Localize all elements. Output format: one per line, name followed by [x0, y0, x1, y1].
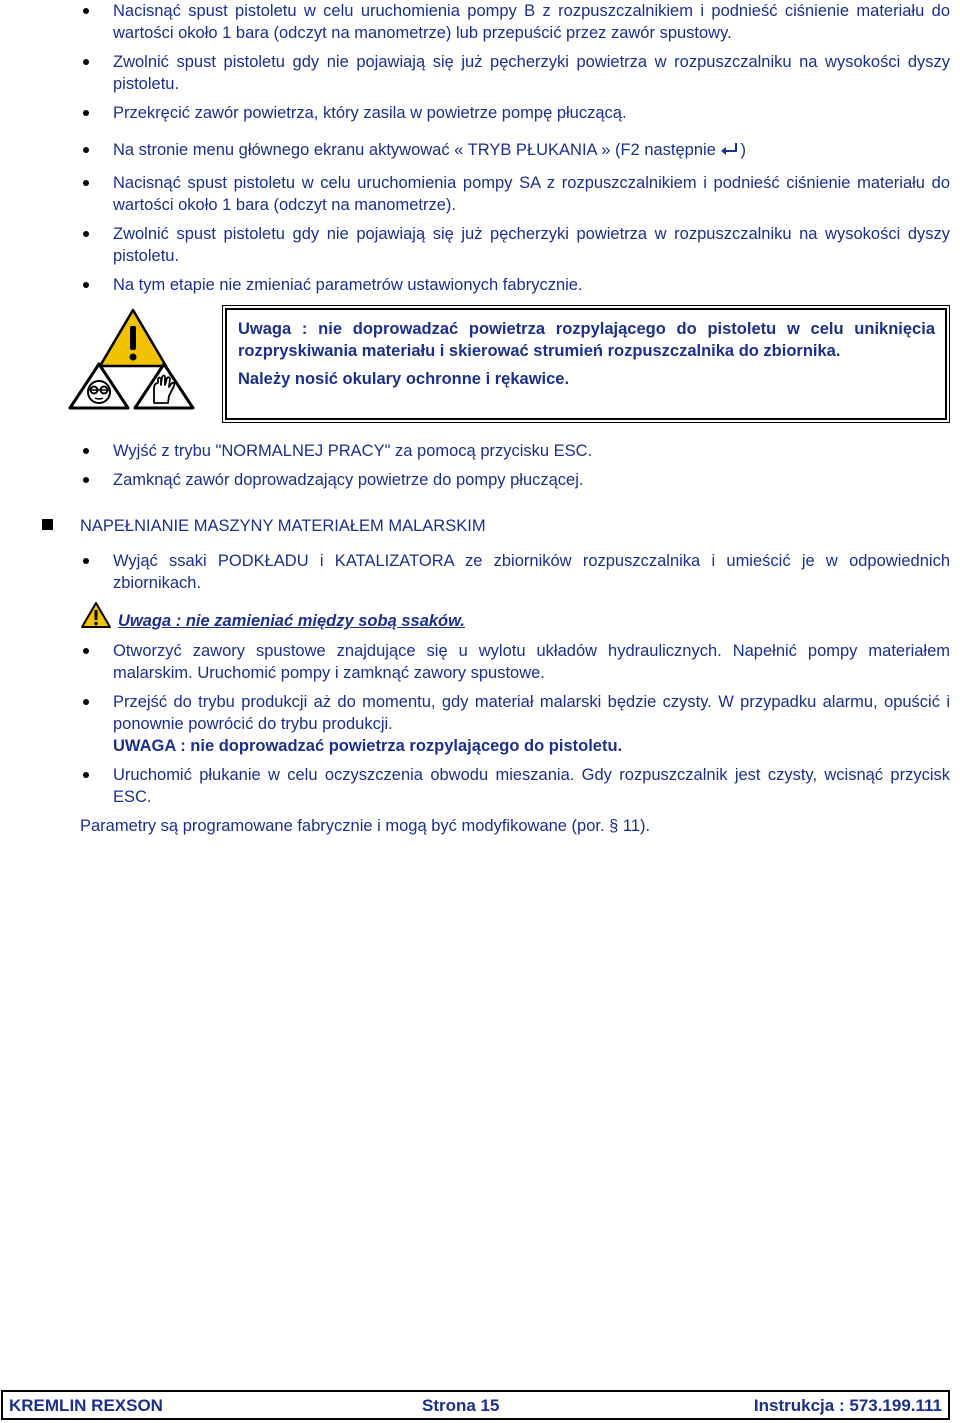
warning-box [225, 308, 947, 420]
list-item: Nacisnąć spust pistoletu w celu uruchomienia pompy SA z rozpuszczalnikiem i podnieść ciśnienie materiału do wartości około 1 bara (odczyt na manometrze). [80, 172, 950, 216]
list-item: Uruchomić płukanie w celu oczyszczenia obwodu mieszania. Gdy rozpuszczalnik jest czysty, wcisnąć przycisk ESC. [80, 764, 950, 808]
list-item: Wyjąć ssaki PODKŁADU i KATALIZATORA ze zbiorników rozpuszczalnika i umieścić je w odpowiednich zbiornikach. [80, 550, 950, 594]
instruction-list-4 [80, 550, 950, 594]
enter-key-icon [720, 140, 740, 154]
warning-text: Uwaga : nie doprowadzać powietrza rozpylającego do pistoletu w celu uniknięcia rozpryskiwania materiału i skierować strumień rozpuszczalnika do zbiornika. [238, 320, 935, 360]
instruction-list-2 [80, 139, 950, 296]
warning-triangle-icon [80, 601, 112, 629]
list-item: Zwolnić spust pistoletu gdy nie pojawiają się już pęcherzyki powietrza w rozpuszczalniku na wysokości dyszy pistoletu. [80, 223, 950, 267]
list-item [80, 691, 950, 757]
footer-company: KREMLIN REXSON [9, 1396, 163, 1415]
footer-page-number: Strona 15 [422, 1396, 500, 1415]
air-warning-text: UWAGA : nie doprowadzać powietrza rozpylającego do pistoletu. [113, 737, 623, 755]
list-item-menu: Na stronie menu głównego ekranu aktywować « TRYB PŁUKANIA » (F2 następnie ) [80, 139, 950, 161]
protective-gloves-icon [132, 361, 196, 411]
section-square-bullet-icon [42, 519, 53, 530]
list-item: Zwolnić spust pistoletu gdy nie pojawiają się już pęcherzyki powietrza w rozpuszczalniku na wysokości dyszy pistoletu. [80, 51, 950, 95]
instruction-list-1 [80, 0, 950, 124]
parameters-note: Parametry są programowane fabrycznie i mogą być modyfikowane (por. § 11). [80, 817, 651, 835]
instruction-list-3 [80, 440, 950, 491]
menu-instruction-text: Na stronie menu głównego ekranu aktywować « TRYB PŁUKANIA » (F2 następnie [113, 141, 721, 159]
list-item: Otworzyć zawory spustowe znajdujące się u wylotu układów hydraulicznych. Napełnić pompy materiałem malarskim. Uruchomić pompy i zamknąć zawory spustowe. [80, 640, 950, 684]
list-item: Przekręcić zawór powietrza, który zasila w powietrze pompę płuczącą. [80, 102, 950, 124]
production-mode-text: Przejść do trybu produkcji aż do momentu, gdy materiał malarski będzie czysty. W przypadku alarmu, opuścić i ponownie powrócić do trybu produkcji. [113, 693, 950, 733]
caution-text: Uwaga : nie zamieniać między sobą ssaków. [118, 612, 465, 630]
safety-goggles-icon [67, 361, 131, 411]
footer-manual-number: Instrukcja : 573.199.111 [753, 1396, 942, 1415]
warning-icons [66, 306, 200, 414]
list-item: Na tym etapie nie zmieniać parametrów ustawionych fabrycznie. [80, 274, 950, 296]
instruction-list-5 [80, 640, 950, 808]
warning-ppe-text: Należy nosić okulary ochronne i rękawice. [238, 370, 570, 388]
page-footer [1, 1390, 950, 1420]
section-heading: NAPEŁNIANIE MASZYNY MATERIAŁEM MALARSKIM [80, 517, 486, 535]
list-item: Zamknąć zawór doprowadzający powietrze do pompy płuczącej. [80, 469, 950, 491]
list-item: Nacisnąć spust pistoletu w celu uruchomienia pompy B z rozpuszczalnikiem i podnieść ciśnienie materiału do wartości około 1 bara (odczyt na manometrze) lub przepuścić przez zawór spustowy. [80, 0, 950, 44]
list-item: Wyjść z trybu "NORMALNEJ PRACY" za pomocą przycisku ESC. [80, 440, 950, 462]
